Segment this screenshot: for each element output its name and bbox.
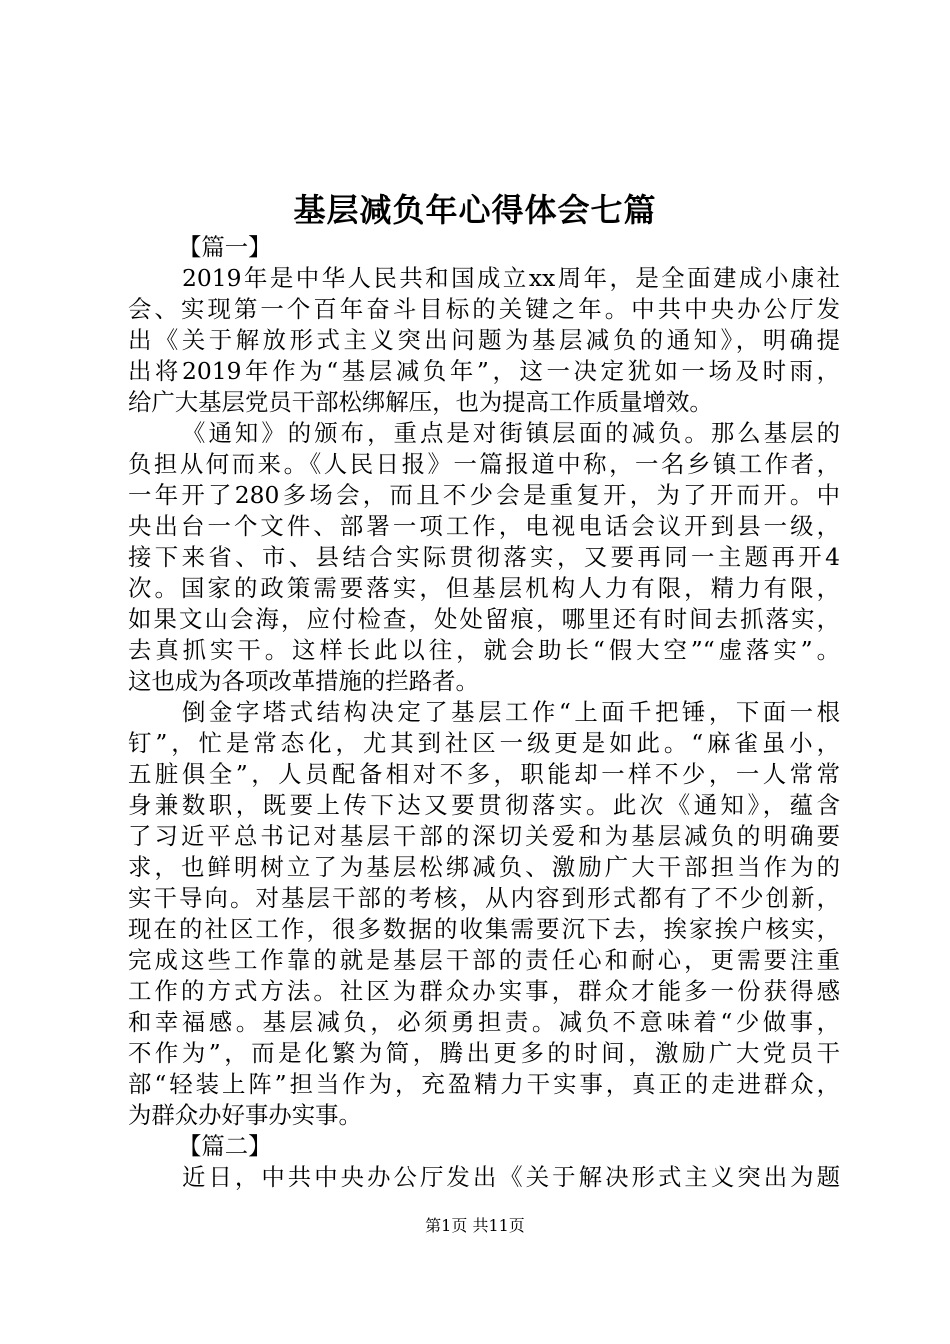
page-number-footer: 第1页 共11页 — [425, 1216, 525, 1235]
paragraph-line: 和幸福感。基层减负，必须勇担责。减负不意味着“少做事， — [128, 1008, 840, 1036]
paragraph-line: 出《关于解放形式主义突出问题为基层减负的通知》，明确提 — [128, 326, 840, 354]
paragraph-line: 接下来省、市、县结合实际贯彻落实，又要再同一主题再开4 — [128, 543, 840, 571]
paragraph-line: 了习近平总书记对基层干部的深切关爱和为基层减负的明确要 — [128, 822, 840, 850]
paragraph-line: 为群众办好事办实事。 — [128, 1101, 362, 1129]
paragraph-line: 完成这些工作靠的就是基层干部的责任心和耐心，更需要注重 — [128, 946, 840, 974]
paragraph-line: 不作为”，而是化繁为简，腾出更多的时间，激励广大党员干 — [128, 1039, 840, 1067]
paragraph-line: 钉”，忙是常态化，尤其到社区一级更是如此。“麻雀虽小， — [128, 729, 840, 757]
section-heading-1: 【篇一】 — [178, 233, 272, 261]
paragraph-line: 工作的方式方法。社区为群众办实事，群众才能多一份获得感 — [128, 977, 840, 1005]
paragraph-line: 身兼数职，既要上传下达又要贯彻落实。此次《通知》，蕴含 — [128, 791, 840, 819]
paragraph-line: 这也成为各项改革措施的拦路者。 — [128, 667, 479, 695]
paragraph-line: 部“轻装上阵”担当作为，充盈精力干实事，真正的走进群众， — [128, 1070, 840, 1098]
paragraph-line: 近日，中共中央办公厅发出《关于解决形式主义突出为题 — [182, 1163, 840, 1191]
paragraph-line: 一年开了280多场会，而且不少会是重复开，为了开而开。中 — [128, 481, 840, 509]
paragraph-line: 现在的社区工作，很多数据的收集需要沉下去，挨家挨户核实， — [128, 915, 840, 943]
section-heading-2: 【篇二】 — [178, 1132, 272, 1160]
paragraph-line: 如果文山会海，应付检查，处处留痕，哪里还有时间去抓落实， — [128, 605, 840, 633]
paragraph-line: 央出台一个文件、部署一项工作，电视电话会议开到县一级， — [128, 512, 840, 540]
document-title: 基层减负年心得体会七篇 — [293, 191, 657, 229]
paragraph-line: 五脏俱全”，人员配备相对不多，职能却一样不少，一人常常 — [128, 760, 840, 788]
paragraph-line: 《通知》的颁布，重点是对街镇层面的减负。那么基层的 — [182, 419, 840, 447]
paragraph-line: 给广大基层党员干部松绑解压，也为提高工作质量增效。 — [128, 388, 713, 416]
paragraph-line: 次。国家的政策需要落实，但基层机构人力有限，精力有限， — [128, 574, 840, 602]
paragraph-line: 2019年是中华人民共和国成立xx周年，是全面建成小康社 — [182, 264, 840, 292]
paragraph-line: 求，也鲜明树立了为基层松绑减负、激励广大干部担当作为的 — [128, 853, 840, 881]
paragraph-line: 实干导向。对基层干部的考核，从内容到形式都有了不少创新， — [128, 884, 840, 912]
paragraph-line: 去真抓实干。这样长此以往，就会助长“假大空”“虚落实”。 — [128, 636, 840, 664]
paragraph-line: 会、实现第一个百年奋斗目标的关键之年。中共中央办公厅发 — [128, 295, 840, 323]
paragraph-line: 倒金字塔式结构决定了基层工作“上面千把锤，下面一根 — [182, 698, 840, 726]
paragraph-line: 负担从何而来。《人民日报》一篇报道中称，一名乡镇工作者， — [128, 450, 840, 478]
document-body — [128, 232, 840, 1193]
paragraph-line: 出将2019年作为“基层减负年”，这一决定犹如一场及时雨， — [128, 357, 840, 385]
